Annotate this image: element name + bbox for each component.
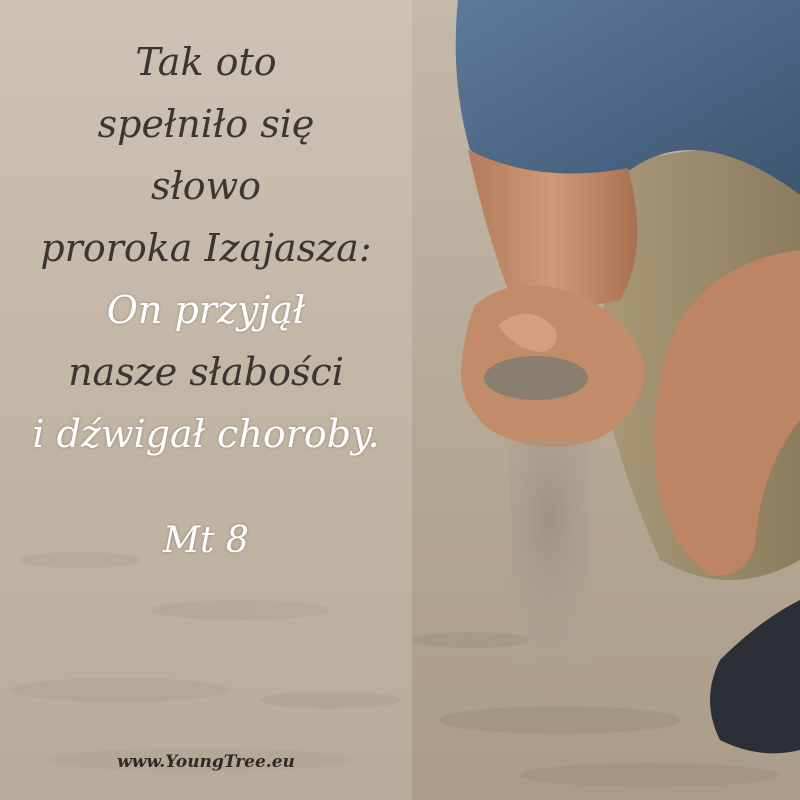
bible-reference: Mt 8	[163, 520, 249, 561]
sand-in-hand	[484, 356, 588, 400]
website-link[interactable]: www.YoungTree.eu	[117, 752, 295, 772]
quote-line-7: i dźwigał choroby.	[32, 412, 380, 456]
quote-line-2: spełniło się	[97, 102, 315, 146]
falling-sand	[500, 440, 600, 700]
quote-line-6: nasze słabości	[68, 350, 344, 394]
quote-line-3: słowo	[150, 164, 262, 208]
quote-line-5: On przyjął	[106, 288, 306, 332]
quote-line-1: Tak oto	[135, 40, 277, 84]
quote-line-4: proroka Izajasza:	[40, 226, 372, 270]
